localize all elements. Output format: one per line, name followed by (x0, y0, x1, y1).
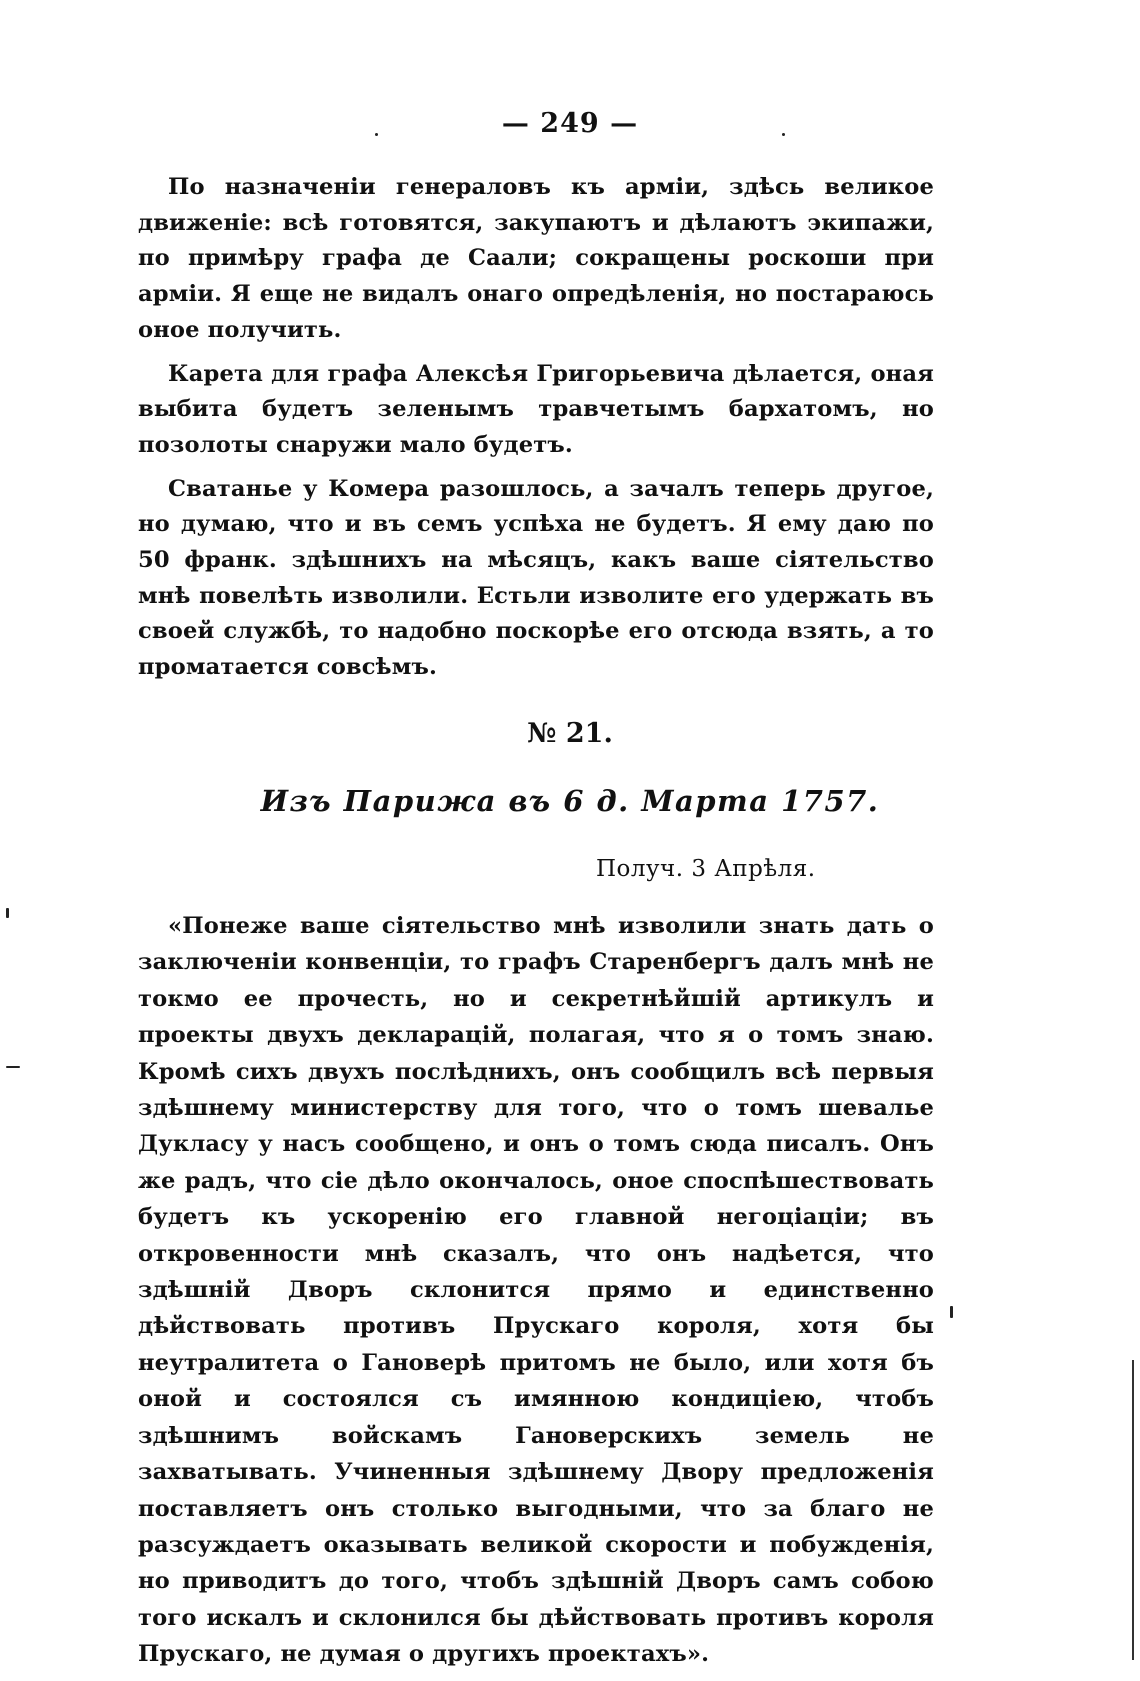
document-number: № 21. (527, 718, 613, 749)
paragraph: По назначенiи генераловъ къ армiи, здѣсь великое движенiе: всѣ готовятся, закупаютъ и дѣлаютъ экипажи, по примѣру графа де Саали; сокращены роскоши при армiи. Я еще не видалъ онаго опредѣленiя, но постараюсь оное получить. (138, 174, 934, 343)
scan-speck (375, 133, 378, 136)
scan-margin-edge (1132, 1360, 1134, 1660)
paragraph: Карета для графа Алексѣя Григорьевича дѣлается, оная выбита будетъ зеленымъ травчетымъ бархатомъ, но позолоты снаружи мало будетъ. (138, 360, 934, 458)
scan-speck (6, 908, 9, 918)
page-number: — 249 — (501, 108, 639, 139)
paragraph: «Понеже ваше сiятельство мнѣ изволили знать дать о заключенiи конвенцiи, то графъ Старенбергъ далъ мнѣ не токмо ее прочесть, но и секретнѣйшiй артикулъ и проекты двухъ декларацiй, полагая, что я о томъ знаю. Кромѣ сихъ двухъ послѣднихъ, онъ сообщилъ всѣ первыя здѣшнему министерству для того, что о томъ шевалье Дукласу у насъ сообщено, и онъ о томъ сюда писалъ. Онъ же радъ, что сiе дѣло окончалось, оное споспѣшествовать будетъ къ ускоренiю его главной негоцiацiи; въ откровенности мнѣ сказалъ, что онъ надѣется, что здѣшнiй Дворъ склонится прямо и единственно дѣйствовать противъ Прускаго короля, хотя бы неутралитета о Гановерѣ притомъ не было, или хотя бъ оной и состоялся съ имянною кондицiею, чтобъ здѣшнимъ войскамъ Гановерскихъ земель не захватывать. Учиненныя здѣшнему Двору предложенiя поставляетъ онъ столько выгодными, что за благо не разсуждаетъ оказывать великой скорости и побужденiя, но приводитъ до того, чтобъ здѣшнiй Дворъ самъ собою того искалъ и склонился бы дѣйствовать противъ короля Прускаго, не думая о другихъ проектахъ». (138, 913, 934, 1668)
scan-speck (950, 1306, 953, 1318)
document-heading: Изъ Парижа въ 6 д. Марта 1757. (260, 784, 880, 818)
letter-text-block (138, 908, 934, 1681)
scan-speck (6, 1066, 20, 1068)
paragraph: Сватанье у Комера разошлось, а зачалъ теперь другое, но думаю, что и въ семъ успѣха не будетъ. Я ему даю по 50 франк. здѣшнихъ на мѣсяцъ, какъ ваше сiятельство мнѣ повелѣть изволили. Естьли изволите его удержать въ своей службѣ, то надобно поскорѣе его отсюда взять, а то проматается совсѣмъ. (138, 475, 934, 681)
received-note: Получ. 3 Апрѣля. (596, 856, 816, 882)
scan-speck (782, 133, 785, 136)
top-text-block (138, 170, 934, 694)
